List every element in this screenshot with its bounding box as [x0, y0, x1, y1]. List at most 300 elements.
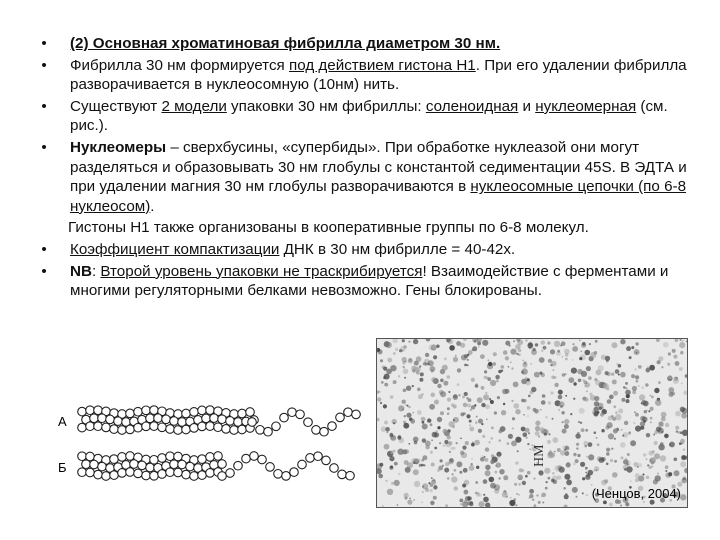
- chromatin-speckle: [463, 412, 466, 415]
- chromatin-speckle: [458, 394, 460, 396]
- chromatin-speckle: [594, 407, 599, 412]
- chromatin-speckle: [440, 411, 444, 415]
- chromatin-speckle: [558, 390, 563, 395]
- nucleosome-bead: [142, 471, 151, 480]
- chromatin-speckle: [466, 414, 470, 418]
- chromatin-speckle: [392, 339, 397, 343]
- chromatin-speckle: [410, 419, 415, 424]
- chromatin-speckle: [395, 348, 398, 351]
- chromatin-speckle: [544, 433, 547, 436]
- nucleosome-bead: [146, 414, 155, 423]
- chromatin-speckle: [472, 339, 478, 343]
- chromatin-speckle: [462, 396, 465, 399]
- chromatin-speckle: [463, 403, 468, 408]
- chromatin-speckle: [447, 375, 451, 379]
- chromatin-speckle: [579, 408, 585, 414]
- chromatin-speckle: [437, 469, 440, 472]
- chromatin-speckle: [541, 400, 546, 405]
- chromatin-speckle: [643, 501, 645, 503]
- chromatin-speckle: [564, 505, 568, 508]
- nucleosome-bead: [102, 472, 111, 481]
- chromatin-speckle: [648, 466, 651, 469]
- chromatin-speckle: [536, 494, 538, 496]
- chromatin-speckle: [625, 502, 629, 506]
- chromatin-speckle: [442, 465, 444, 467]
- chromatin-speckle: [566, 480, 572, 486]
- chromatin-speckle: [631, 374, 635, 378]
- nucleosome-bead: [150, 472, 159, 481]
- chromatin-speckle: [551, 479, 555, 483]
- chromatin-speckle: [635, 426, 641, 432]
- bullet-text: соленоидная: [425, 97, 519, 115]
- chromatin-speckle: [683, 449, 685, 451]
- chromatin-speckle: [625, 457, 627, 459]
- chromatin-speckle: [507, 442, 510, 445]
- chromatin-speckle: [576, 447, 578, 449]
- bullet-dot: •: [41, 262, 47, 280]
- chromatin-speckle: [431, 344, 436, 349]
- chromatin-speckle: [630, 480, 632, 482]
- chromatin-speckle: [649, 451, 654, 456]
- chromatin-speckle: [398, 473, 400, 475]
- chromatin-speckle: [611, 448, 613, 450]
- chromatin-speckle: [413, 367, 419, 373]
- chromatin-speckle: [465, 441, 469, 445]
- chromatin-speckle: [565, 395, 567, 397]
- chromatin-speckle: [430, 501, 434, 505]
- chromatin-speckle: [525, 428, 530, 433]
- chromatin-speckle: [503, 350, 508, 355]
- chromatin-speckle: [448, 441, 452, 445]
- bullet-text: 2 модели: [161, 97, 227, 115]
- bullet-item: [38, 97, 698, 136]
- chromatin-speckle: [463, 468, 468, 473]
- chromatin-speckle: [378, 391, 380, 393]
- nucleosome-bead: [146, 463, 155, 472]
- chromatin-speckle: [436, 345, 439, 348]
- chromatin-speckle: [477, 397, 483, 403]
- chromatin-speckle: [604, 479, 608, 483]
- chromatin-speckle: [680, 351, 683, 354]
- chromatin-speckle: [584, 445, 587, 448]
- chromatin-speckle: [606, 372, 610, 376]
- chromatin-speckle: [634, 368, 636, 370]
- chromatin-speckle: [397, 504, 399, 506]
- chromatin-speckle: [459, 471, 462, 474]
- chromatin-speckle: [607, 422, 613, 428]
- chromatin-speckle: [564, 349, 570, 355]
- nucleosome-bead: [206, 422, 215, 431]
- chromatin-speckle: [501, 410, 506, 415]
- nucleosome-bead: [258, 455, 267, 464]
- chromatin-speckle: [443, 429, 447, 433]
- chromatin-speckle: [568, 377, 574, 383]
- chromatin-speckle: [515, 462, 518, 465]
- nucleosome-bead: [102, 423, 111, 432]
- chromatin-speckle: [485, 404, 490, 409]
- chromatin-speckle: [538, 435, 540, 437]
- chromatin-speckle: [471, 458, 473, 460]
- chromatin-speckle: [510, 349, 516, 355]
- chromatin-speckle: [393, 422, 395, 424]
- chromatin-speckle: [594, 431, 597, 434]
- chromatin-speckle: [381, 381, 384, 384]
- chromatin-speckle: [635, 342, 638, 345]
- chromatin-speckle: [515, 344, 521, 350]
- chromatin-speckle: [407, 500, 412, 505]
- chromatin-speckle: [420, 372, 424, 376]
- chromatin-speckle: [535, 343, 538, 346]
- chromatin-speckle: [418, 394, 423, 399]
- chromatin-speckle: [554, 451, 556, 453]
- nucleosome-bead: [352, 410, 361, 419]
- chromatin-speckle: [533, 408, 537, 412]
- chromatin-speckle: [584, 397, 588, 401]
- nucleosome-bead: [190, 424, 199, 433]
- chromatin-speckle: [530, 363, 532, 365]
- chromatin-speckle: [481, 423, 483, 425]
- chromatin-speckle: [518, 474, 523, 479]
- chromatin-speckle: [419, 378, 423, 382]
- bullet-text: .: [150, 197, 155, 215]
- chromatin-speckle: [483, 497, 489, 503]
- nucleosome-bead: [214, 423, 223, 432]
- chromatin-speckle: [618, 364, 622, 368]
- chromatin-speckle: [404, 415, 406, 417]
- chromatin-speckle: [674, 458, 678, 462]
- nucleosome-bead: [158, 470, 167, 479]
- chromatin-speckle: [606, 463, 609, 466]
- chromatin-speckle: [503, 403, 505, 405]
- chromatin-speckle: [683, 391, 687, 395]
- bullet-text: нуклеомерная: [535, 97, 637, 115]
- chromatin-speckle: [422, 483, 428, 489]
- nucleosome-bead: [206, 406, 215, 415]
- chromatin-speckle: [562, 421, 564, 423]
- chromatin-speckle: [502, 492, 508, 498]
- chromatin-speckle: [426, 339, 431, 342]
- chromatin-speckle: [535, 431, 540, 436]
- chromatin-speckle: [603, 383, 609, 389]
- chromatin-speckle: [586, 494, 588, 496]
- chromatin-speckle: [390, 433, 393, 436]
- chromatin-speckle: [527, 471, 531, 475]
- chromatin-speckle: [573, 463, 575, 465]
- bullet-text: упаковки 30 нм фибриллы:: [226, 97, 426, 115]
- bullet-item: [38, 56, 698, 95]
- chromatin-speckle: [430, 366, 436, 372]
- chromatin-speckle: [464, 364, 467, 367]
- chromatin-speckle: [573, 398, 575, 400]
- bullet-text: и: [518, 97, 536, 115]
- chromatin-speckle: [409, 497, 411, 499]
- chromatin-speckle: [528, 432, 530, 434]
- chromatin-speckle: [515, 409, 520, 414]
- nucleosome-bead: [250, 452, 259, 461]
- chromatin-speckle: [474, 440, 480, 446]
- chromatin-speckle: [538, 501, 541, 504]
- chromatin-speckle: [430, 451, 433, 454]
- chromatin-speckle: [585, 350, 591, 356]
- chromatin-speckle: [657, 360, 661, 364]
- chromatin-speckle: [384, 383, 388, 387]
- chromatin-speckle: [384, 444, 390, 450]
- bullet-dot: •: [41, 56, 47, 74]
- chromatin-speckle: [522, 360, 524, 362]
- chromatin-speckle: [490, 460, 494, 464]
- chromatin-speckle: [564, 419, 569, 424]
- chromatin-speckle: [421, 417, 426, 422]
- nucleosome-bead: [346, 471, 355, 480]
- nucleosome-bead: [118, 426, 127, 435]
- chromatin-speckle: [437, 426, 440, 429]
- chromatin-speckle: [620, 339, 625, 344]
- nucleosome-bead: [314, 452, 323, 461]
- chromatin-speckle: [624, 421, 628, 425]
- chromatin-speckle: [572, 359, 574, 361]
- chromatin-speckle: [455, 355, 457, 357]
- nucleosome-bead: [190, 472, 199, 481]
- bullet-continuation: Гистоны Н1 также организованы в кооперативные группы по 6-8 молекул.: [68, 219, 589, 237]
- chromatin-speckle: [675, 361, 680, 366]
- chromatin-speckle: [521, 371, 524, 374]
- chromatin-speckle: [402, 339, 405, 342]
- chromatin-speckle: [586, 456, 588, 458]
- nucleosome-bead: [78, 423, 87, 432]
- chromatin-speckle: [407, 462, 413, 468]
- chromatin-speckle: [651, 396, 654, 399]
- chromatin-speckle: [482, 340, 488, 346]
- chromatin-speckle: [621, 456, 624, 459]
- chromatin-speckle: [485, 470, 491, 476]
- chromatin-speckle: [509, 345, 511, 347]
- chromatin-speckle: [550, 452, 555, 457]
- chromatin-speckle: [547, 341, 550, 344]
- nucleosome-bead: [296, 410, 305, 419]
- bullet-text: (2) Основная хроматиновая фибрилла диаметром 30 нм.: [70, 35, 501, 52]
- chromatin-speckle: [523, 432, 528, 437]
- chromatin-speckle: [610, 459, 613, 462]
- chromatin-speckle: [664, 434, 669, 439]
- chromatin-speckle: [447, 435, 451, 439]
- chromatin-speckle: [422, 491, 424, 493]
- chromatin-speckle: [425, 445, 429, 449]
- chromatin-speckle: [425, 353, 429, 357]
- nucleosome-bead: [130, 460, 139, 469]
- chromatin-speckle: [513, 340, 515, 342]
- chromatin-speckle: [597, 443, 600, 446]
- chromatin-speckle: [463, 490, 468, 495]
- nucleosome-bead: [98, 462, 107, 471]
- chromatin-speckle: [572, 343, 574, 345]
- chromatin-speckle: [527, 443, 529, 445]
- chromatin-speckle: [464, 480, 470, 486]
- chromatin-speckle: [413, 461, 416, 464]
- chromatin-speckle: [561, 411, 564, 414]
- chromatin-speckle: [467, 359, 469, 361]
- chromatin-speckle: [480, 354, 485, 359]
- chromatin-speckle: [673, 355, 677, 359]
- chromatin-speckle: [491, 427, 494, 430]
- chromatin-speckle: [562, 429, 567, 434]
- chromatin-speckle: [576, 443, 579, 446]
- chromatin-speckle: [620, 372, 626, 378]
- chromatin-speckle: [564, 373, 566, 375]
- nucleosome-bead: [126, 409, 135, 418]
- chromatin-speckle: [527, 343, 533, 349]
- chromatin-speckle: [609, 395, 614, 400]
- chromatin-speckle: [402, 357, 407, 362]
- chromatin-speckle: [431, 393, 436, 398]
- chromatin-speckle: [631, 346, 634, 349]
- chromatin-speckle: [518, 354, 521, 357]
- chromatin-speckle: [649, 395, 651, 397]
- chromatin-speckle: [483, 494, 485, 496]
- chromatin-speckle: [676, 430, 679, 433]
- chromatin-speckle: [391, 482, 394, 485]
- chromatin-speckle: [585, 472, 587, 474]
- chromatin-speckle: [385, 480, 387, 482]
- chromatin-speckle: [682, 430, 687, 436]
- chromatin-speckle: [588, 376, 592, 380]
- chromatin-speckle: [681, 478, 687, 484]
- chromatin-speckle: [494, 411, 497, 414]
- nucleosome-bead: [90, 414, 99, 423]
- chromatin-speckle: [612, 342, 618, 348]
- solenoid-model-chain: [78, 406, 361, 436]
- chromatin-speckle: [489, 477, 495, 483]
- chromatin-speckle: [669, 392, 674, 397]
- chromatin-speckle: [585, 475, 590, 480]
- chromatin-speckle: [642, 387, 644, 389]
- chromatin-speckle: [656, 339, 660, 342]
- chromatin-speckle: [484, 376, 487, 379]
- chromatin-speckle: [684, 468, 687, 474]
- chromatin-speckle: [645, 383, 648, 386]
- chromatin-speckle: [451, 403, 454, 406]
- chromatin-speckle: [550, 349, 555, 354]
- chromatin-speckle: [552, 437, 558, 443]
- chromatin-speckle: [680, 431, 683, 434]
- chromatin-speckle: [535, 421, 540, 426]
- micrograph-texture: [377, 339, 687, 507]
- chromatin-speckle: [403, 389, 407, 393]
- chromatin-speckle: [433, 496, 437, 500]
- chromatin-speckle: [460, 438, 462, 440]
- chromatin-speckle: [413, 499, 415, 501]
- chromatin-speckle: [572, 346, 578, 352]
- nucleosome-bead: [226, 469, 235, 478]
- chromatin-speckle: [471, 443, 475, 447]
- chromatin-speckle: [448, 339, 453, 344]
- chromatin-speckle: [655, 400, 661, 406]
- chromatin-speckle: [447, 407, 450, 410]
- chromatin-speckle: [605, 356, 610, 361]
- chromatin-speckle: [572, 487, 578, 493]
- chromatin-speckle: [625, 390, 631, 396]
- chromatin-speckle: [541, 340, 545, 344]
- chromatin-speckle: [596, 437, 598, 439]
- nucleosome-bead: [256, 426, 265, 435]
- chromatin-speckle: [487, 359, 489, 361]
- nucleosome-bead: [78, 452, 87, 461]
- chromatin-speckle: [460, 503, 462, 505]
- nucleosome-bead: [306, 454, 315, 463]
- nucleosome-bead: [114, 417, 123, 426]
- chromatin-speckle: [488, 362, 492, 366]
- nucleosome-bead: [198, 422, 207, 431]
- nucleosome-bead: [312, 426, 321, 435]
- chromatin-speckle: [601, 429, 604, 432]
- nucleosome-bead: [170, 417, 179, 426]
- bullet-text: Коэффициент компактизации: [70, 240, 280, 258]
- nucleosome-bead: [218, 472, 227, 481]
- chromatin-speckle: [543, 346, 547, 350]
- chromatin-speckle: [444, 440, 448, 444]
- bullet-item: [38, 240, 698, 260]
- chromatin-speckle: [523, 399, 526, 402]
- chromatin-speckle: [516, 493, 518, 495]
- chromatin-speckle: [582, 492, 584, 494]
- nucleosome-bead: [198, 471, 207, 480]
- chromatin-speckle: [661, 417, 666, 422]
- chromatin-speckle: [638, 475, 644, 481]
- chromatin-speckle: [531, 387, 536, 392]
- chromatin-speckle: [546, 481, 548, 483]
- chromatin-speckle: [576, 496, 578, 498]
- chromatin-speckle: [589, 343, 591, 345]
- chromatin-speckle: [499, 439, 501, 441]
- chromatin-speckle: [571, 368, 577, 374]
- chromatin-speckle: [629, 431, 631, 433]
- chromatin-speckle: [686, 341, 687, 343]
- chromatin-speckle: [440, 391, 446, 397]
- chromatin-speckle: [394, 462, 398, 466]
- chromatin-speckle: [433, 355, 437, 359]
- chromatin-speckle: [527, 415, 529, 417]
- nucleosome-bead: [98, 414, 107, 423]
- chromatin-speckle: [471, 463, 473, 465]
- chromatin-speckle: [389, 459, 391, 461]
- chromatin-speckle: [449, 459, 455, 465]
- chromatin-speckle: [667, 363, 670, 366]
- chromatin-speckle: [589, 393, 592, 396]
- chromatin-speckle: [638, 365, 642, 369]
- nucleosome-bead: [134, 407, 143, 416]
- chromatin-speckle: [580, 422, 582, 424]
- nucleosome-bead: [178, 460, 187, 469]
- nucleosome-bead: [86, 468, 95, 477]
- chromatin-speckle: [580, 462, 585, 467]
- chromatin-speckle: [641, 402, 643, 404]
- nucleosome-bead: [238, 425, 247, 434]
- chromatin-speckle: [404, 377, 406, 379]
- chromatin-speckle: [554, 341, 560, 347]
- chromatin-speckle: [385, 427, 390, 432]
- chromatin-speckle: [673, 378, 679, 384]
- chromatin-speckle: [434, 447, 437, 450]
- nucleosome-bead: [198, 406, 207, 415]
- chromatin-speckle: [469, 420, 472, 423]
- chromatin-speckle: [440, 459, 443, 462]
- chromatin-speckle: [434, 485, 438, 489]
- chromatin-speckle: [540, 409, 542, 411]
- chromatin-speckle: [546, 470, 548, 472]
- chromatin-speckle: [541, 493, 546, 498]
- chromatin-speckle: [513, 382, 519, 388]
- bullet-dot: •: [41, 138, 47, 156]
- chromatin-speckle: [623, 386, 625, 388]
